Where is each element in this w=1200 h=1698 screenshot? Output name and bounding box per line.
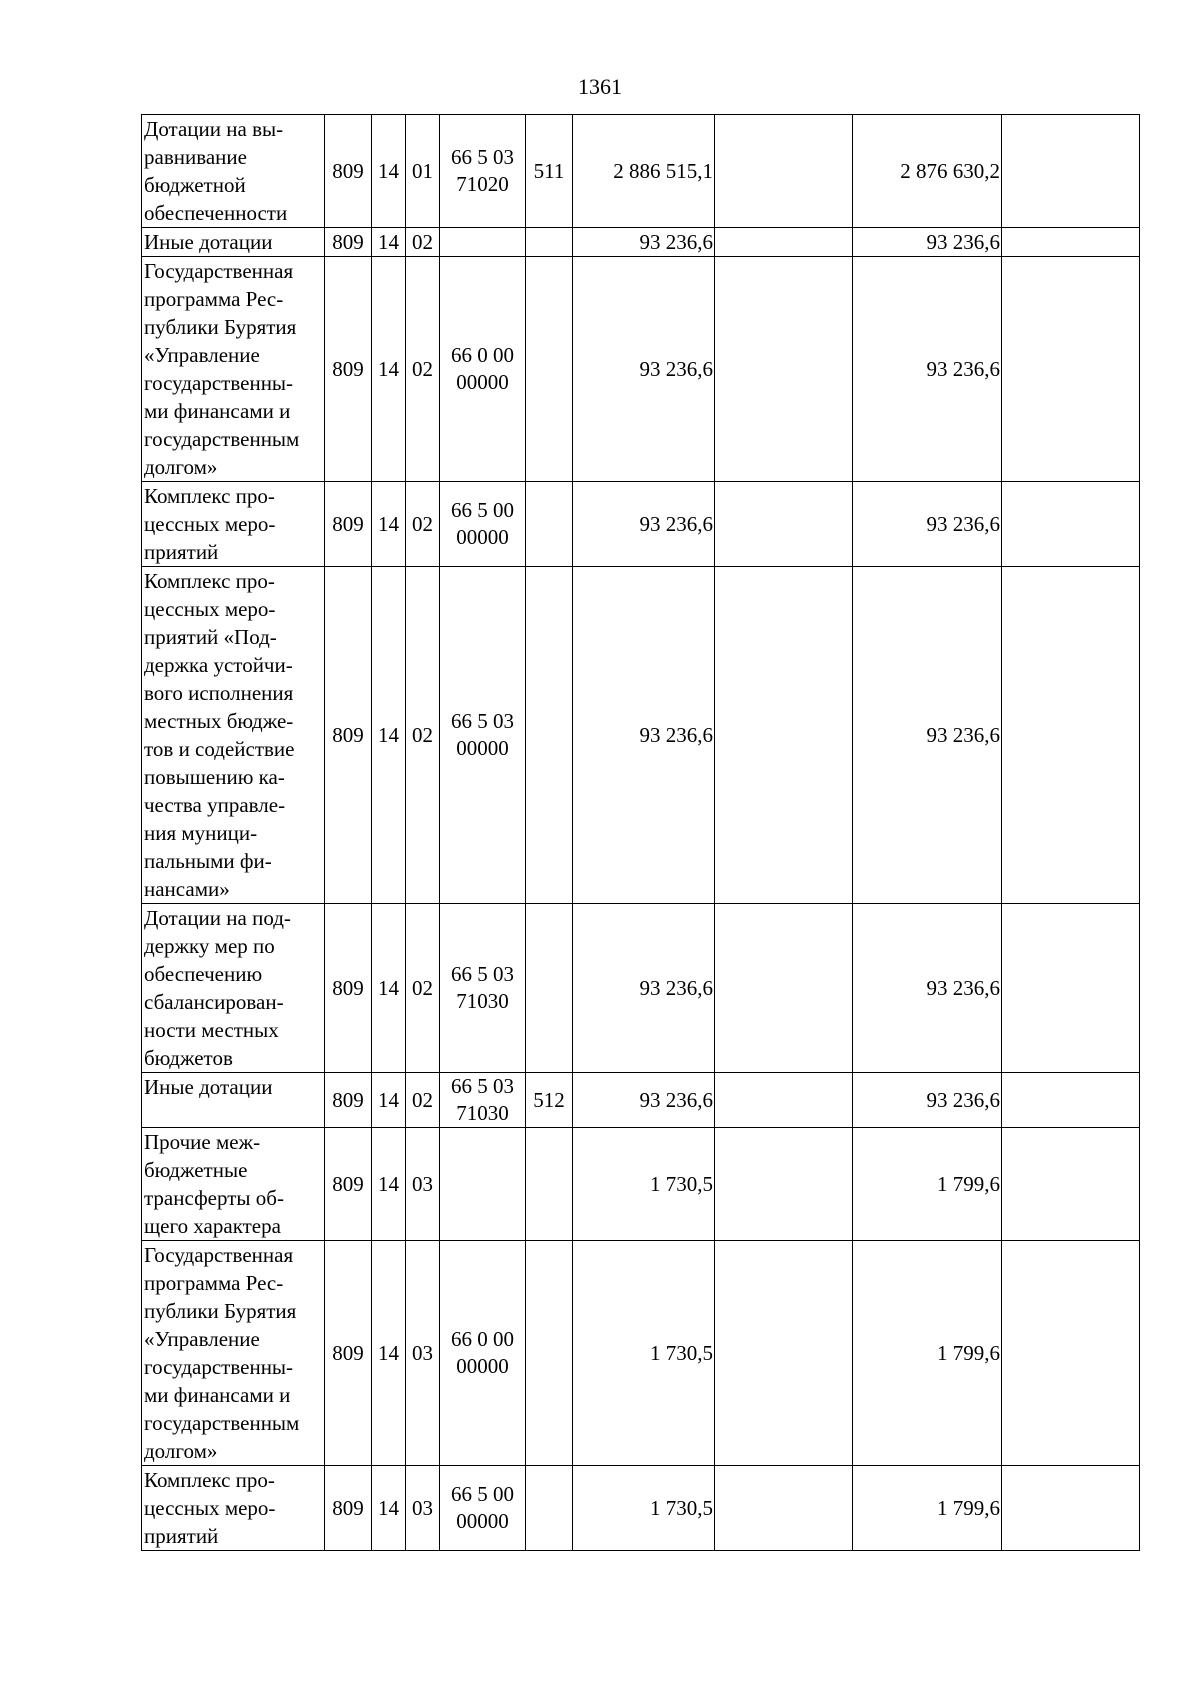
name-line: Иные дотации [144,230,273,254]
name-line: «Управление [144,1327,260,1351]
cell-subsection: 01 [406,115,440,228]
cell-amount-2 [715,1128,853,1241]
program-code-line: 71030 [456,989,509,1013]
cell-program-code [440,904,526,1073]
table-row [142,1241,1140,1466]
cell-expense-type [526,567,573,904]
cell-ministry: 809 [325,115,372,228]
cell-program-code [440,1241,526,1466]
name-line: нансами» [144,877,230,901]
table-row [142,228,1140,257]
cell-section: 14 [372,1073,406,1128]
cell-amount-4 [1002,482,1140,567]
cell-amount-2 [715,1073,853,1128]
cell-amount-1: 93 236,6 [573,482,715,567]
cell-amount-3: 1 799,6 [853,1241,1002,1466]
cell-amount-4 [1002,567,1140,904]
cell-ministry: 809 [325,1128,372,1241]
cell-ministry: 809 [325,1073,372,1128]
cell-program-code [440,482,526,567]
name-line: Дотации на вы- [144,117,284,141]
cell-program-code [440,1128,526,1241]
name-line: пальными фи- [144,849,272,873]
cell-section: 14 [372,1128,406,1241]
cell-ministry: 809 [325,482,372,567]
name-line: Иные дотации [144,1075,273,1099]
program-code-line: 66 5 00 [451,1482,514,1506]
cell-amount-3: 93 236,6 [853,482,1002,567]
name-line: долгом» [144,455,218,479]
name-line: местных бюдже- [144,709,294,733]
table-row [142,1128,1140,1241]
table-row [142,482,1140,567]
cell-amount-3: 93 236,6 [853,1073,1002,1128]
cell-amount-3: 1 799,6 [853,1128,1002,1241]
cell-name [142,1128,325,1241]
cell-amount-1: 2 886 515,1 [573,115,715,228]
cell-ministry: 809 [325,567,372,904]
cell-amount-2 [715,1466,853,1551]
cell-amount-1: 1 730,5 [573,1466,715,1551]
program-code-line: 00000 [456,370,509,394]
cell-name [142,482,325,567]
cell-amount-1: 93 236,6 [573,257,715,482]
cell-amount-2 [715,228,853,257]
cell-expense-type: 511 [526,115,573,228]
name-line: государственны- [144,1355,294,1379]
name-line: государственным [144,1411,300,1435]
cell-name [142,1241,325,1466]
cell-ministry: 809 [325,904,372,1073]
cell-subsection: 03 [406,1466,440,1551]
cell-amount-4 [1002,1073,1140,1128]
program-code-line: 66 0 00 [451,1327,514,1351]
cell-amount-4 [1002,904,1140,1073]
cell-amount-2 [715,115,853,228]
cell-subsection: 02 [406,257,440,482]
program-code-line: 00000 [456,1354,509,1378]
cell-amount-2 [715,1241,853,1466]
cell-expense-type [526,228,573,257]
cell-section: 14 [372,1241,406,1466]
cell-amount-1: 1 730,5 [573,1128,715,1241]
cell-amount-2 [715,482,853,567]
name-line: программа Рес- [144,1271,284,1295]
cell-amount-3: 1 799,6 [853,1466,1002,1551]
cell-expense-type: 512 [526,1073,573,1128]
name-line: ми финансами и [144,1383,291,1407]
name-line: бюджетов [144,1046,233,1070]
cell-subsection: 02 [406,904,440,1073]
cell-amount-4 [1002,257,1140,482]
cell-subsection: 02 [406,228,440,257]
cell-name [142,228,325,257]
name-line: долгом» [144,1439,218,1463]
cell-program-code [440,1073,526,1128]
cell-program-code [440,228,526,257]
name-line: государственным [144,427,300,451]
program-code-line: 00000 [456,1509,509,1533]
cell-name [142,115,325,228]
cell-amount-2 [715,257,853,482]
name-line: цессных меро- [144,512,276,536]
cell-expense-type [526,1241,573,1466]
cell-expense-type [526,1466,573,1551]
table-row [142,115,1140,228]
cell-name [142,904,325,1073]
name-line: трансферты об- [144,1186,284,1210]
table-row [142,1466,1140,1551]
name-line: бюджетной [144,173,246,197]
cell-name [142,567,325,904]
name-line: равнивание [144,145,247,169]
cell-name [142,1466,325,1551]
cell-expense-type [526,1128,573,1241]
cell-amount-1: 93 236,6 [573,567,715,904]
name-line: тов и содействие [144,737,295,761]
cell-amount-2 [715,904,853,1073]
cell-name [142,257,325,482]
cell-ministry: 809 [325,1241,372,1466]
cell-program-code [440,257,526,482]
name-line: Дотации на под- [144,906,291,930]
cell-amount-4 [1002,1128,1140,1241]
program-code-line: 00000 [456,736,509,760]
cell-program-code [440,567,526,904]
name-line: бюджетные [144,1158,248,1182]
name-line: чества управле- [144,793,286,817]
name-line: программа Рес- [144,287,284,311]
name-line: вого исполнения [144,681,294,705]
cell-subsection: 03 [406,1241,440,1466]
name-line: приятий «Под- [144,625,277,649]
name-line: цессных меро- [144,1496,276,1520]
program-code-line: 66 0 00 [451,343,514,367]
cell-amount-1: 93 236,6 [573,1073,715,1128]
cell-ministry: 809 [325,1466,372,1551]
cell-subsection: 03 [406,1128,440,1241]
table-row [142,567,1140,904]
cell-expense-type [526,257,573,482]
program-code-line: 66 5 03 [451,1074,514,1098]
cell-section: 14 [372,904,406,1073]
name-line: ми финансами и [144,399,291,423]
name-line: сбалансирован- [144,990,284,1014]
table-row [142,904,1140,1073]
table-row [142,1073,1140,1128]
cell-program-code [440,1466,526,1551]
name-line: Комплекс про- [144,569,275,593]
cell-amount-3: 93 236,6 [853,567,1002,904]
cell-section: 14 [372,482,406,567]
name-line: держка устойчи- [144,653,293,677]
cell-amount-4 [1002,115,1140,228]
program-code-line: 71030 [456,1101,509,1125]
cell-subsection: 02 [406,482,440,567]
name-line: Государственная [144,1243,294,1267]
budget-table-body [142,115,1140,1551]
cell-section: 14 [372,257,406,482]
cell-subsection: 02 [406,1073,440,1128]
cell-expense-type [526,482,573,567]
name-line: Прочие меж- [144,1130,261,1154]
program-code-line: 66 5 03 [451,709,514,733]
program-code-line: 66 5 00 [451,498,514,522]
name-line: Комплекс про- [144,1468,275,1492]
cell-section: 14 [372,567,406,904]
name-line: обеспечению [144,962,263,986]
cell-name [142,1073,325,1128]
name-line: обеспеченности [144,201,288,225]
name-line: приятий [144,540,219,564]
name-line: держку мер по [144,934,275,958]
page-number: 1361 [578,74,622,99]
cell-expense-type [526,904,573,1073]
program-code-line: 66 5 03 [451,962,514,986]
name-line: щего характера [144,1214,281,1238]
name-line: ности местных [144,1018,279,1042]
name-line: повышению ка- [144,765,285,789]
cell-amount-3: 2 876 630,2 [853,115,1002,228]
program-code-line: 00000 [456,525,509,549]
cell-section: 14 [372,1466,406,1551]
cell-amount-3: 93 236,6 [853,904,1002,1073]
cell-amount-2 [715,567,853,904]
budget-table [141,114,1140,1551]
name-line: Государственная [144,259,294,283]
cell-ministry: 809 [325,228,372,257]
name-line: публики Бурятия [144,315,297,339]
program-code-line: 71020 [456,172,509,196]
name-line: публики Бурятия [144,1299,297,1323]
name-line: «Управление [144,343,260,367]
cell-amount-3: 93 236,6 [853,257,1002,482]
name-line: приятий [144,1524,219,1548]
cell-program-code [440,115,526,228]
name-line: ния муници- [144,821,258,845]
cell-amount-4 [1002,1241,1140,1466]
cell-amount-3: 93 236,6 [853,228,1002,257]
cell-ministry: 809 [325,257,372,482]
cell-amount-4 [1002,228,1140,257]
cell-amount-1: 93 236,6 [573,904,715,1073]
name-line: цессных меро- [144,597,276,621]
program-code-line: 66 5 03 [451,145,514,169]
name-line: государственны- [144,371,294,395]
cell-amount-4 [1002,1466,1140,1551]
cell-amount-1: 1 730,5 [573,1241,715,1466]
cell-section: 14 [372,228,406,257]
name-line: Комплекс про- [144,484,275,508]
cell-amount-1: 93 236,6 [573,228,715,257]
cell-subsection: 02 [406,567,440,904]
cell-section: 14 [372,115,406,228]
table-row [142,257,1140,482]
